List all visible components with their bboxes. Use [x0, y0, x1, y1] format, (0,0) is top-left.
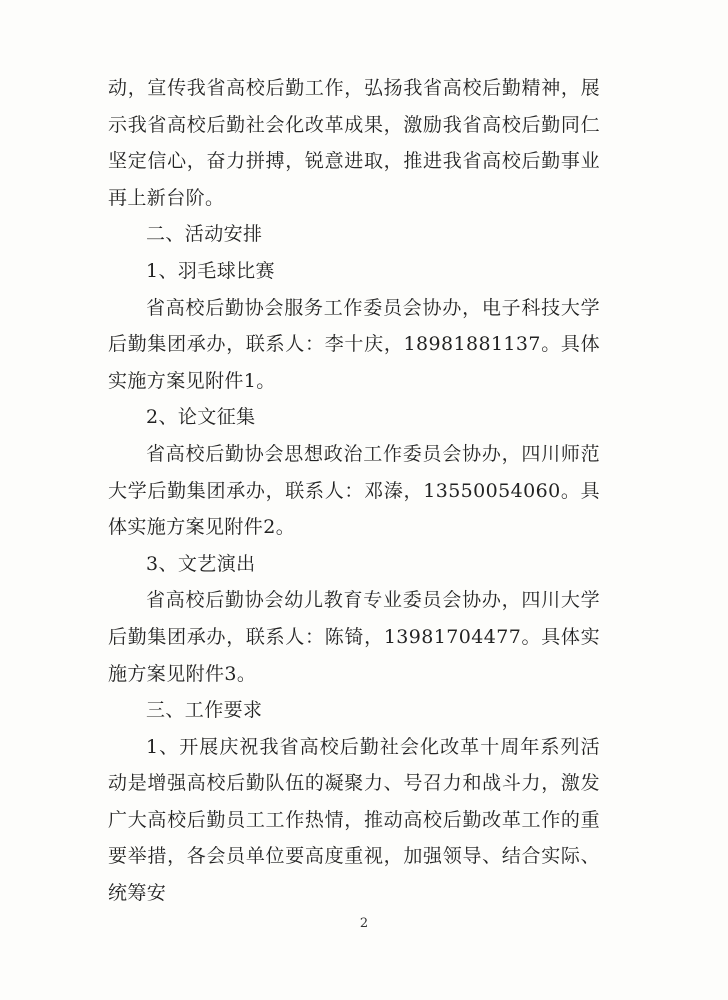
item-title-performance: 3、文艺演出 [146, 552, 256, 575]
item-title-badminton: 1、羽毛球比赛 [146, 259, 275, 282]
item-title-papers: 2、论文征集 [146, 406, 256, 429]
item-body-papers: 省高校后勤协会思想政治工作委员会协办，四川师范大学后勤集团承办，联系人：邓溱，13550054060。具体实施方案见附件2。 [108, 442, 600, 539]
item-body-badminton: 省高校后勤协会服务工作委员会协办，电子科技大学后勤集团承办，联系人：李十庆，18981881137。具体实施方案见附件1。 [108, 296, 600, 392]
requirement-paragraph-1: 1、开展庆祝我省高校后勤社会化改革十周年系列活动是增强高校后勤队伍的凝聚力、号召力和战斗力，激发广大高校后勤员工工作热情，推动高校后勤改革工作的重要举措，各会员单位要高度重视，加强领导、结合实际、统筹安 [108, 735, 600, 905]
section-heading-work-requirements: 三、工作要求 [146, 699, 263, 722]
paragraph-continuation: 动，宣传我省高校后勤工作，弘扬我省高校后勤精神，展示我省高校后勤社会化改革成果，激励我省高校后勤同仁坚定信心，奋力拼搏，锐意进取，推进我省高校后勤事业再上新台阶。 [108, 77, 600, 209]
item-body-performance: 省高校后勤协会幼儿教育专业委员会协办，四川大学后勤集团承办，联系人：陈锜，13981704477。具体实施方案见附件3。 [108, 589, 600, 685]
document-body [108, 70, 600, 912]
page-number: 2 [359, 916, 369, 931]
section-heading-activity-arrangement: 二、活动安排 [146, 223, 263, 246]
